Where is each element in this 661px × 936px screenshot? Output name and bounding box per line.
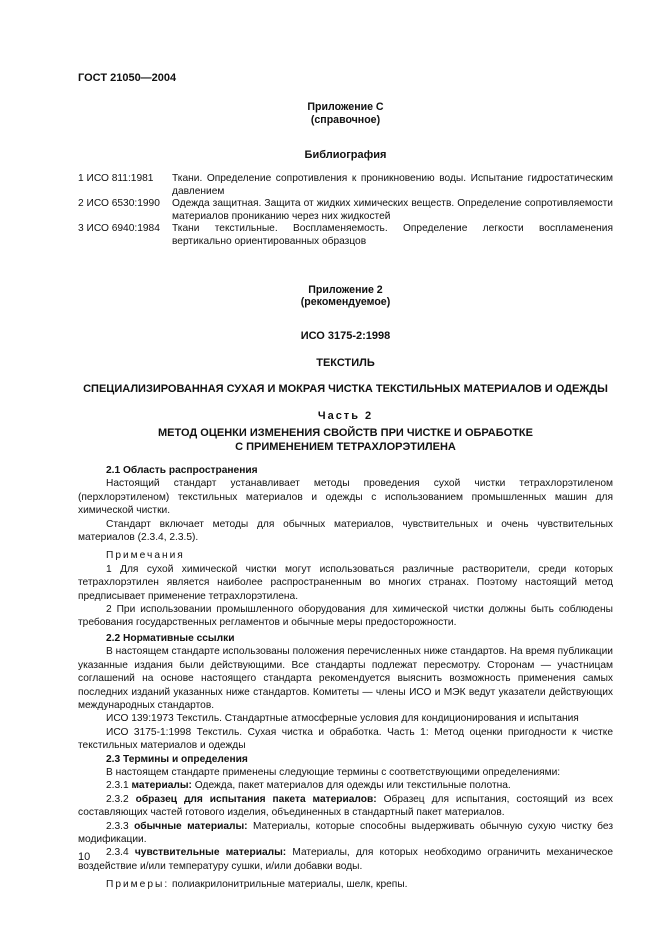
appendix-2-title: Приложение 2 xyxy=(308,284,383,296)
term-name: материалы: xyxy=(131,780,192,792)
bibliography-item-text: Одежда защитная. Защита от жидких химических веществ. Определение сопротивляемости материалов прониканию через них жидкостей xyxy=(172,198,613,223)
appendix-c-subtitle: (справочное) xyxy=(310,114,381,126)
paragraph: Настоящий стандарт устанавливает методы проведения сухой чистки тетрахлорэтиленом (перхлорэтиленом) текстильных материалов и одежды с использованием промышленных машин для химической чистки. xyxy=(78,478,613,517)
part-label: Часть 2 xyxy=(317,410,374,422)
term-number: 2.3.3 xyxy=(106,820,129,832)
bibliography-item-text: Ткани. Определение сопротивления к проникновению воды. Испытание гидростатическим давлением xyxy=(172,173,613,198)
reference: ИСО 139:1973 Текстиль. Стандартные атмосферные условия для кондиционирования и испытания xyxy=(106,713,579,725)
page-number: 10 xyxy=(78,851,91,863)
paragraph: Стандарт включает методы для обычных материалов, чувствительных и очень чувствительных материалов (2.3.4, 2.3.5). xyxy=(78,518,613,544)
bibliography-title: Библиография xyxy=(304,149,387,161)
section-heading: 2.1 Область распространения xyxy=(106,465,258,476)
examples xyxy=(78,878,613,891)
term-text: Материалы, которые способны выдерживать обычную сухую чистку без модификации. xyxy=(78,820,613,845)
paragraph: В настоящем стандарте использованы положения перечисленных ниже стандартов. На время публикации указанные издания были действующими. Все стандарты подлежат пересмотру. Сторонам — участницам соглашений на основе настоящего стандарта рекомендуется выяснить возможность применения самых последних изданий указанных ниже стандартов. Комитеты — члены ИСО и МЭК ведут указатели действующих международных стандартов. xyxy=(78,646,613,711)
term-definition xyxy=(78,846,613,873)
term-name: обычные материалы: xyxy=(134,820,248,832)
part-title-line-1: МЕТОД ОЦЕНКИ ИЗМЕНЕНИЯ СВОЙСТВ ПРИ ЧИСТКЕ И ОБРАБОТКЕ xyxy=(158,427,533,439)
note: 1 Для сухой химической чистки могут использоваться различные растворители, среди которых тетрахлорэтилен является наиболее распространенным во многих странах. Поэтому настоящий метод предписывает применение тетрахлорэтилена. xyxy=(78,563,613,602)
section-heading: 2.3 Термины и определения xyxy=(106,753,248,765)
notes-heading: Примечания xyxy=(106,550,185,562)
term-name: чувствительные материалы: xyxy=(134,847,287,859)
part-title-line-2: С ПРИМЕНЕНИЕМ ТЕТРАХЛОРЭТИЛЕНА xyxy=(235,441,456,453)
bibliography-item-text: Ткани текстильные. Воспламеняемость. Определение легкости воспламенения вертикально ориентированных образцов xyxy=(172,223,613,248)
paragraph: В настоящем стандарте применены следующие термины с соответствующими определениями: xyxy=(106,766,561,778)
term-definition xyxy=(78,820,613,847)
term-text: Одежда, пакет материалов для одежды или текстильные полотна. xyxy=(191,780,511,792)
standard-main-title: СПЕЦИАЛИЗИРОВАННАЯ СУХАЯ И МОКРАЯ ЧИСТКА ТЕКСТИЛЬНЫХ МАТЕРИАЛОВ И ОДЕЖДЫ xyxy=(83,383,608,395)
appendix-c-title: Приложение С xyxy=(307,101,384,113)
document-body xyxy=(78,464,613,892)
bibliography-item-number: 1 ИСО 811:1981 xyxy=(78,173,154,184)
section-heading: 2.2 Нормативные ссылки xyxy=(106,632,235,644)
standard-subject: ТЕКСТИЛЬ xyxy=(316,357,375,369)
term-text: Образец для испытания, состоящий из всех составляющих частей готового изделия, объединенных в стандартный пакет материалов. xyxy=(78,793,613,819)
examples-label: Примеры: xyxy=(106,879,170,891)
examples-text: полиакрилонитрильные материалы, шелк, крепы. xyxy=(169,879,408,891)
document-code: ГОСТ 21050—2004 xyxy=(78,72,177,84)
term-number: 2.3.1 xyxy=(106,780,129,792)
reference: ИСО 3175-1:1998 Текстиль. Сухая чистка и обработка. Часть 1: Метод оценки пригодности к чистке текстильных материалов и одежды xyxy=(78,726,613,752)
note: 2 При использовании промышленного оборудования для химической чистки должны быть соблюдены требования государственных регламентов и обычные меры предосторожности. xyxy=(78,604,613,629)
term-definition xyxy=(78,793,613,820)
bibliography-item-number: 3 ИСО 6940:1984 xyxy=(78,223,160,234)
standard-code: ИСО 3175-2:1998 xyxy=(300,330,391,342)
term-text: Материалы, для которых необходимо ограничить механическое воздействие и/или температуру сушки, и/или добавки воды. xyxy=(78,847,613,872)
appendix-2-subtitle: (рекомендуемое) xyxy=(300,296,391,308)
term-number: 2.3.2 xyxy=(106,793,129,805)
term-name: образец для испытания пакета материалов: xyxy=(135,793,377,805)
bibliography-item-number: 2 ИСО 6530:1990 xyxy=(78,198,160,209)
term-definition xyxy=(78,779,613,792)
term-number: 2.3.4 xyxy=(106,847,129,859)
